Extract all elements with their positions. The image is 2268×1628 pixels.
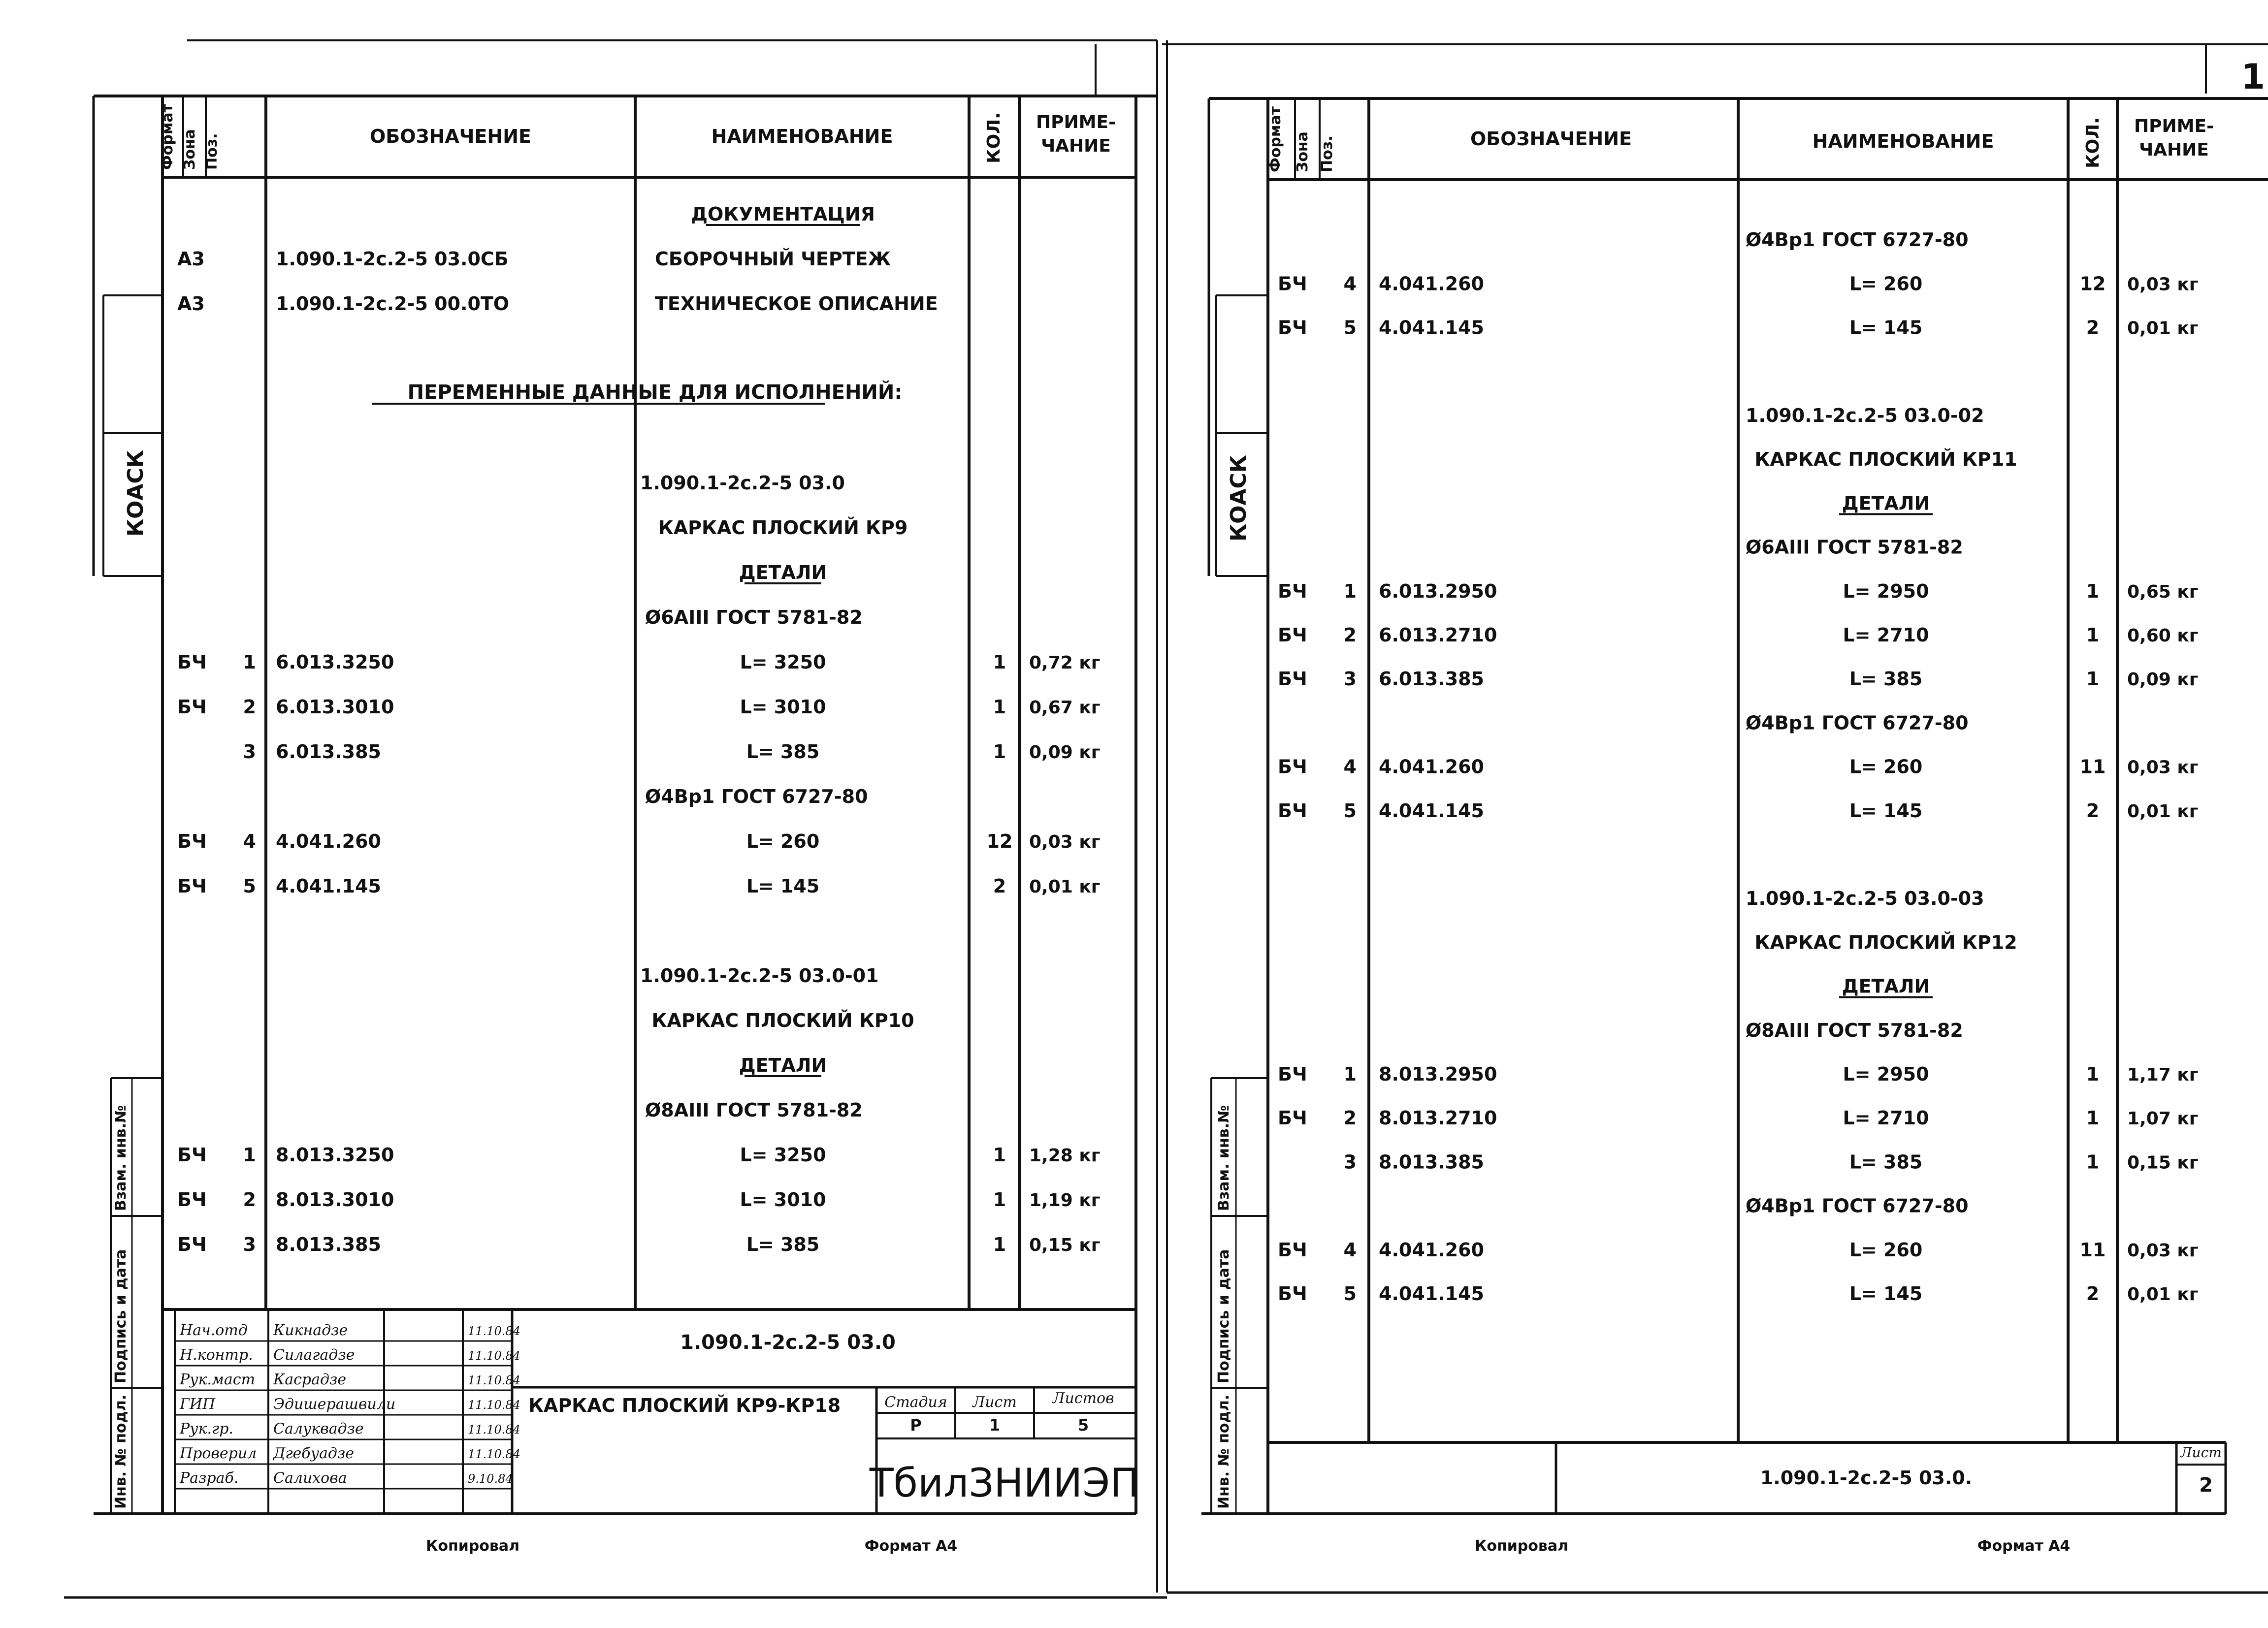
row-name: Ø8АIII ГОСТ 5781-82 — [645, 1099, 863, 1121]
row-designation: 6.013.3250 — [276, 651, 394, 673]
signer-role: Рук.маст — [180, 1371, 256, 1388]
signer-date: 11.10.84 — [468, 1398, 520, 1412]
header-poz: Поз. — [203, 133, 221, 170]
row-poz: 1 — [243, 1144, 256, 1166]
row-designation: 6.013.3010 — [276, 696, 394, 718]
row-name: L= 260 — [1849, 1239, 1923, 1261]
row-name: Ø8АIII ГОСТ 5781-82 — [1746, 1019, 1963, 1041]
row-qty: 1 — [993, 651, 1006, 673]
header-qty: КОЛ. — [984, 112, 1004, 163]
header-format: Формат — [1267, 106, 1284, 172]
row-designation: 4.041.145 — [1379, 799, 1484, 822]
row-format: БЧ — [1278, 799, 1307, 822]
row-poz: 1 — [243, 651, 256, 673]
row-designation: 8.013.2710 — [1379, 1107, 1497, 1129]
row-name: L= 145 — [746, 875, 820, 897]
row-note: 0,72 кг — [1029, 653, 1101, 673]
row-qty: 1 — [993, 1189, 1006, 1211]
row-designation: 4.041.145 — [1379, 317, 1484, 339]
row-name: ДЕТАЛИ — [739, 1054, 827, 1076]
row-note: 0,03 кг — [1029, 832, 1101, 852]
row-format: БЧ — [1278, 1107, 1307, 1129]
row-designation: 6.013.2710 — [1379, 624, 1497, 646]
sidebar-vzam: Взам. инв.№ — [1215, 1105, 1232, 1211]
row-note: 0,01 кг — [1029, 877, 1101, 897]
row-format: БЧ — [1278, 273, 1307, 295]
signer-role: Рук.гр. — [180, 1420, 233, 1437]
titleblock-code: 1.090.1-2с.2-5 03.0 — [680, 1331, 896, 1354]
row-note: 0,01 кг — [2127, 1284, 2199, 1305]
row-name: Ø4Вр1 ГОСТ 6727-80 — [1746, 229, 1969, 251]
row-name: КАРКАС ПЛОСКИЙ КР10 — [651, 1010, 914, 1031]
row-name: L= 3010 — [740, 696, 826, 718]
row-poz: 3 — [1343, 1151, 1357, 1173]
organization-name: ТбилЗНИИЭП — [869, 1460, 1140, 1506]
row-designation: 4.041.260 — [1379, 273, 1484, 295]
sidebar-podpis: Подпись и дата — [1215, 1249, 1232, 1383]
row-designation: 4.041.145 — [276, 875, 381, 897]
row-name: L= 145 — [1849, 1283, 1923, 1305]
header-zona: Зона — [181, 129, 198, 170]
row-note: 1,28 кг — [1029, 1146, 1101, 1166]
corner-sheet-number: 1 — [2241, 57, 2265, 97]
row-qty: 1 — [2086, 624, 2100, 646]
header-name: НАИМЕНОВАНИЕ — [711, 126, 893, 147]
row-format: БЧ — [1278, 756, 1307, 778]
row-designation: 6.013.385 — [276, 741, 381, 763]
row-designation: 8.013.2950 — [1379, 1063, 1497, 1085]
footer-format: Формат А4 — [864, 1537, 958, 1555]
row-qty: 1 — [2086, 1107, 2100, 1129]
row-name: L= 260 — [1849, 756, 1923, 778]
row-qty: 1 — [993, 741, 1006, 763]
row-qty: 1 — [993, 1234, 1006, 1255]
row-name: ДЕТАЛИ — [739, 562, 827, 583]
sheet-value: 2 — [2199, 1474, 2213, 1497]
signer-name: Дгебуадзе — [273, 1445, 355, 1462]
row-qty: 2 — [2086, 1283, 2100, 1305]
row-format: БЧ — [177, 875, 207, 897]
header-name: НАИМЕНОВАНИЕ — [1812, 130, 1994, 152]
row-note: 0,09 кг — [1029, 742, 1101, 763]
row-name: L= 2950 — [1843, 580, 1929, 602]
row-poz: 3 — [243, 741, 256, 763]
row-note: 0,15 кг — [2127, 1152, 2199, 1173]
row-poz: 5 — [1343, 799, 1357, 822]
stamp-koask: КОАСК — [1226, 455, 1251, 542]
footer-format: Формат А4 — [1977, 1537, 2071, 1555]
row-name: Ø6АIII ГОСТ 5781-82 — [1746, 536, 1963, 558]
row-designation: 8.013.385 — [276, 1234, 381, 1255]
row-poz: 4 — [243, 830, 256, 852]
header-poz: Поз. — [1319, 135, 1336, 172]
row-poz: 5 — [1343, 317, 1357, 339]
row-poz: 1 — [1343, 1063, 1357, 1085]
row-designation: 8.013.385 — [1379, 1151, 1484, 1173]
row-note: 0,65 кг — [2127, 581, 2199, 602]
row-designation: 4.041.260 — [276, 830, 381, 852]
header-qty: КОЛ. — [2083, 117, 2103, 168]
row-name: L= 3010 — [740, 1189, 826, 1211]
signer-name: Кикнадзе — [273, 1322, 348, 1339]
row-name: 1.090.1-2с.2-5 03.0 — [640, 472, 845, 494]
row-format: БЧ — [1278, 624, 1307, 646]
row-name: Ø4Вр1 ГОСТ 6727-80 — [1746, 712, 1969, 734]
row-format: БЧ — [177, 1144, 207, 1166]
row-designation: 6.013.2950 — [1379, 580, 1497, 602]
signer-role: Разраб. — [180, 1469, 239, 1487]
sidebar-inv: Инв. № подл. — [1215, 1394, 1232, 1509]
footer-copied: Копировал — [425, 1537, 520, 1555]
row-designation: 4.041.145 — [1379, 1283, 1484, 1305]
row-poz: 3 — [243, 1234, 256, 1255]
signer-name: Салихова — [273, 1469, 347, 1487]
titleblock-title: КАРКАС ПЛОСКИЙ КР9-КР18 — [528, 1395, 841, 1416]
row-name: L= 3250 — [740, 1144, 826, 1166]
row-qty: 2 — [2086, 799, 2100, 822]
row-format: БЧ — [1278, 580, 1307, 602]
signer-date: 11.10.84 — [468, 1423, 520, 1436]
row-format: БЧ — [1278, 1283, 1307, 1305]
row-name: 1.090.1-2с.2-5 03.0-01 — [640, 965, 879, 987]
row-format: А3 — [177, 293, 205, 315]
row-poz: 4 — [1343, 756, 1357, 778]
row-designation: 4.041.260 — [1379, 756, 1484, 778]
row-name: L= 385 — [746, 1234, 820, 1255]
row-name: КАРКАС ПЛОСКИЙ КР11 — [1754, 448, 2017, 471]
signer-role: Н.контр. — [180, 1346, 253, 1364]
row-qty: 12 — [986, 830, 1013, 852]
signer-role: Проверил — [180, 1445, 257, 1462]
row-name: ДЕТАЛИ — [1842, 492, 1930, 514]
signer-date: 11.10.84 — [468, 1349, 520, 1363]
row-poz: 4 — [1343, 1239, 1357, 1261]
sheet-value: 1 — [989, 1416, 1001, 1435]
signer-name: Силагадзе — [273, 1346, 355, 1364]
titleblock-code: 1.090.1-2с.2-5 03.0. — [1760, 1467, 1973, 1489]
row-note: 0,03 кг — [2127, 1240, 2199, 1261]
signer-date: 9.10.84 — [468, 1472, 513, 1486]
row-name: L= 3250 — [740, 651, 826, 673]
row-name: L= 2710 — [1843, 1107, 1929, 1129]
row-name: Ø4Вр1 ГОСТ 6727-80 — [1746, 1195, 1969, 1217]
row-name: L= 145 — [1849, 317, 1923, 339]
row-format: А3 — [177, 248, 205, 270]
row-note: 0,15 кг — [1029, 1235, 1101, 1255]
header-note: ПРИМЕ- — [1036, 112, 1116, 132]
row-note: 0,03 кг — [2127, 757, 2199, 778]
row-note: 1,17 кг — [2127, 1065, 2199, 1085]
row-name: Ø6АIII ГОСТ 5781-82 — [645, 607, 863, 628]
row-format: БЧ — [1278, 1063, 1307, 1085]
row-format: БЧ — [177, 830, 207, 852]
header-designation: ОБОЗНАЧЕНИЕ — [1470, 128, 1632, 150]
row-qty: 2 — [2086, 317, 2100, 339]
row-poz: 2 — [243, 1189, 256, 1211]
row-name: КАРКАС ПЛОСКИЙ КР9 — [658, 517, 908, 539]
signer-role: Нач.отд — [180, 1322, 248, 1339]
sidebar-podpis: Подпись и дата — [112, 1249, 130, 1383]
row-note: 0,60 кг — [2127, 626, 2199, 646]
sidebar-inv: Инв. № подл. — [112, 1394, 130, 1509]
signer-role: ГИП — [180, 1396, 216, 1413]
row-note: 0,03 кг — [2127, 274, 2199, 295]
row-qty: 1 — [993, 696, 1006, 718]
row-name: ТЕХНИЧЕСКОЕ ОПИСАНИЕ — [655, 293, 938, 315]
row-qty: 1 — [2086, 1063, 2100, 1085]
row-name: L= 2950 — [1843, 1063, 1929, 1085]
row-name: 1.090.1-2с.2-5 03.0-02 — [1746, 405, 1984, 426]
row-name: L= 145 — [1849, 799, 1923, 822]
signer-name: Салуквадзе — [273, 1420, 364, 1437]
row-qty: 2 — [993, 875, 1006, 897]
row-designation: 1.090.1-2с.2-5 03.0СБ — [276, 248, 509, 270]
signer-date: 11.10.84 — [468, 1447, 520, 1461]
row-poz: 2 — [1343, 624, 1357, 646]
signer-name: Касрадзе — [273, 1371, 347, 1388]
row-name: КАРКАС ПЛОСКИЙ КР12 — [1754, 931, 2017, 954]
stage-label: Стадия — [884, 1394, 947, 1411]
row-qty: 11 — [2079, 756, 2106, 778]
row-poz: 3 — [1343, 668, 1357, 690]
row-name: Ø4Вр1 ГОСТ 6727-80 — [645, 786, 868, 807]
row-designation: 4.041.260 — [1379, 1239, 1484, 1261]
signer-date: 11.10.84 — [468, 1373, 520, 1387]
row-format: БЧ — [177, 696, 207, 718]
row-name: ДОКУМЕНТАЦИЯ — [691, 203, 875, 225]
row-format: БЧ — [177, 651, 207, 673]
row-designation: 8.013.3010 — [276, 1189, 394, 1211]
row-note: 0,01 кг — [2127, 318, 2199, 339]
row-qty: 11 — [2079, 1239, 2106, 1261]
sheet-label: Лист — [972, 1394, 1017, 1411]
header-zona: Зона — [1294, 131, 1311, 172]
row-qty: 1 — [993, 1144, 1006, 1166]
row-qty: 1 — [2086, 580, 2100, 602]
row-name: L= 2710 — [1843, 624, 1929, 646]
row-format: БЧ — [1278, 317, 1307, 339]
row-format: БЧ — [177, 1189, 207, 1211]
row-poz: 4 — [1343, 273, 1357, 295]
row-format: БЧ — [1278, 668, 1307, 690]
row-poz: 2 — [243, 696, 256, 718]
row-name: L= 260 — [1849, 273, 1923, 295]
row-name: L= 385 — [746, 741, 820, 763]
row-designation: 6.013.385 — [1379, 668, 1484, 690]
header-note: ПРИМЕ- — [2134, 116, 2214, 136]
row-name: 1.090.1-2с.2-5 03.0-03 — [1746, 888, 1984, 910]
variable-data-heading: ПЕРЕМЕННЫЕ ДАННЫЕ ДЛЯ ИСПОЛНЕНИЙ: — [407, 381, 903, 404]
row-poz: 5 — [1343, 1283, 1357, 1305]
signer-name: Эдишерашвили — [273, 1396, 396, 1413]
sheets-value: 5 — [1077, 1416, 1089, 1435]
header-note: ЧАНИЕ — [2139, 140, 2209, 160]
row-format: БЧ — [1278, 1239, 1307, 1261]
signer-date: 11.10.84 — [468, 1324, 520, 1338]
row-name: L= 385 — [1849, 668, 1923, 690]
row-note: 0,01 кг — [2127, 801, 2199, 822]
row-format: БЧ — [177, 1234, 207, 1255]
row-poz: 1 — [1343, 580, 1357, 602]
row-note: 1,19 кг — [1029, 1190, 1101, 1211]
row-name: ДЕТАЛИ — [1842, 975, 1930, 997]
sidebar-vzam: Взам. инв.№ — [112, 1105, 130, 1211]
header-note: ЧАНИЕ — [1041, 136, 1111, 156]
sheet-content — [112, 57, 2265, 1555]
sheet-frame — [64, 40, 2268, 1597]
row-note: 0,09 кг — [2127, 670, 2199, 690]
sheets-label: Листов — [1052, 1390, 1114, 1407]
row-name: СБОРОЧНЫЙ ЧЕРТЕЖ — [655, 248, 891, 270]
row-designation: 8.013.3250 — [276, 1144, 394, 1166]
row-note: 1,07 кг — [2127, 1109, 2199, 1129]
header-designation: ОБОЗНАЧЕНИЕ — [369, 126, 532, 147]
row-poz: 2 — [1343, 1107, 1357, 1129]
row-name: L= 385 — [1849, 1151, 1923, 1173]
row-qty: 12 — [2079, 273, 2106, 295]
sheet-label: Лист — [2180, 1444, 2222, 1461]
row-poz: 5 — [243, 875, 256, 897]
row-note: 0,67 кг — [1029, 698, 1101, 718]
row-qty: 1 — [2086, 668, 2100, 690]
stage-value: Р — [910, 1416, 922, 1435]
row-name: L= 260 — [746, 830, 820, 852]
footer-copied: Копировал — [1474, 1537, 1569, 1555]
row-qty: 1 — [2086, 1151, 2100, 1173]
row-designation: 1.090.1-2с.2-5 00.0ТО — [276, 293, 510, 315]
stamp-koask: КОАСК — [123, 450, 148, 537]
header-format: Формат — [159, 104, 176, 170]
